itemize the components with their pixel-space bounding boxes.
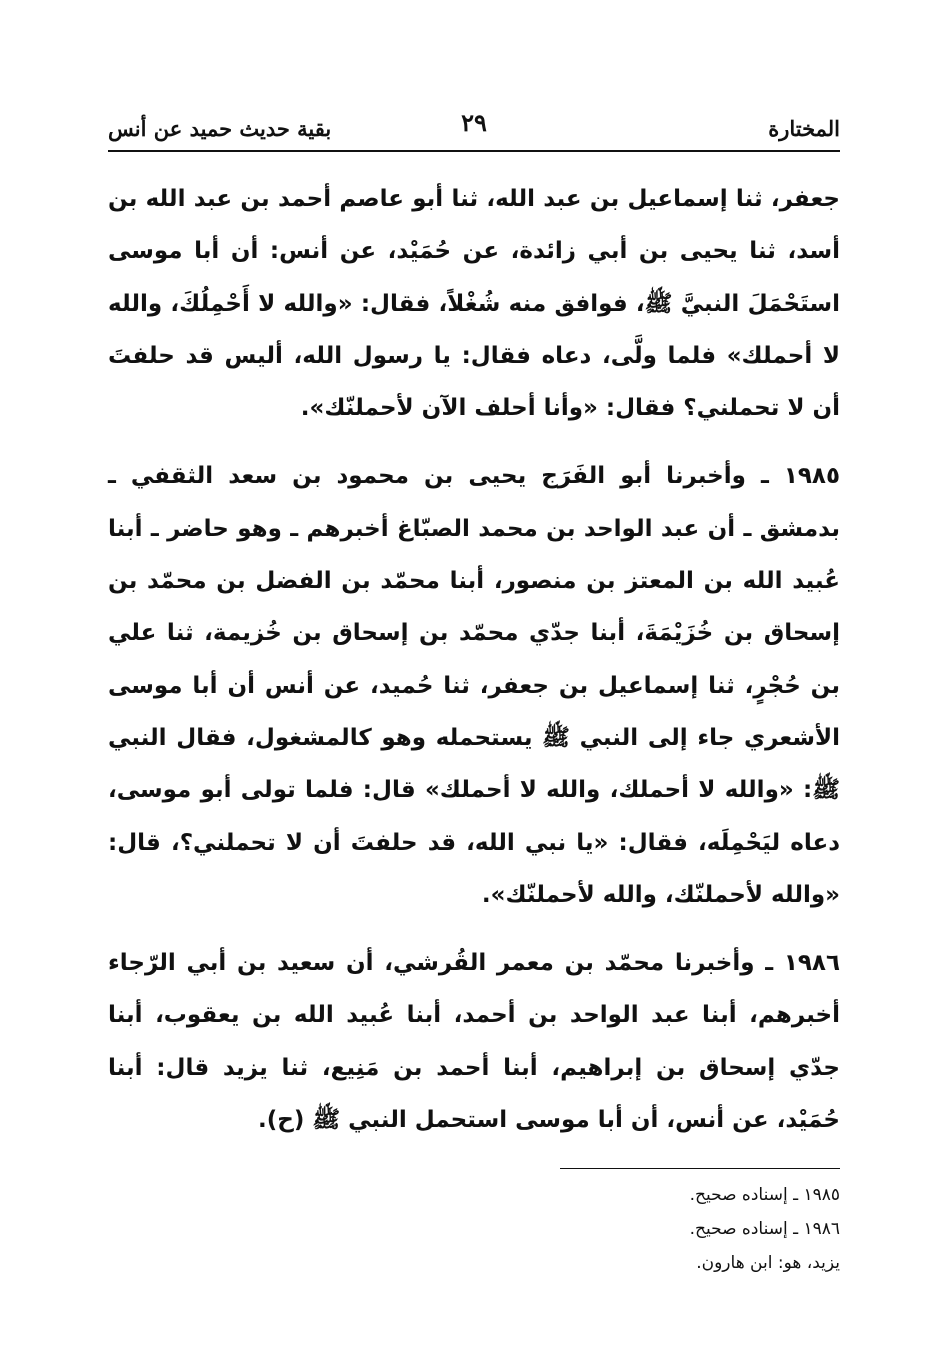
running-header	[108, 108, 840, 148]
page-number: ٢٩	[461, 108, 487, 137]
footnote-rule	[560, 1168, 840, 1169]
header-rule	[108, 150, 840, 152]
section-title: بقية حديث حميد عن أنس	[108, 116, 332, 141]
book-title: المختارة	[768, 116, 840, 141]
paragraph-hadith-continuation: جعفر، ثنا إسماعيل بن عبد الله، ثنا أبو عاصم أحمد بن عبد الله بن أسد، ثنا يحيى بن أبي زائدة، عن حُمَيْد، عن أنس: أن أبا موسى استَحْمَلَ النبيَّ ﷺ، فوافق منه شُغْلاً، فقال: «والله لا أَحْمِلُكَ، والله لا أحملك» فلما ولَّى، دعاه فقال: يا رسول الله، أليس قد حلفتَ أن لا تحملني؟ فقال: «وأنا أحلف الآن لأحملنّك».	[108, 186, 840, 422]
footnotes	[380, 1178, 840, 1280]
footnote-yazid: يزيد، هو: ابن هارون.	[696, 1253, 840, 1273]
main-text	[108, 173, 840, 1146]
footnote-1986: ١٩٨٦ ـ إسناده صحيح.	[689, 1219, 840, 1239]
paragraph-hadith-1985: ١٩٨٥ ـ وأخبرنا أبو الفَرَج يحيى بن محمود بن سعد الثقفي ـ بدمشق ـ أن عبد الواحد بن محمد الصبّاغ أخبرهم ـ وهو حاضر ـ أبنا عُبيد الله بن المعتز بن منصور، أبنا محمّد بن الفضل بن محمّد بن إسحاق بن خُزَيْمَةَ، أبنا جدّي محمّد بن إسحاق بن خُزيمة، ثنا علي بن حُجْرٍ، ثنا إسماعيل بن جعفر، ثنا حُميد، عن أنس أن أبا موسى الأشعري جاء إلى النبي ﷺ يستحمله وهو كالمشغول، فقال النبي ﷺ: «والله لا أحملك، والله لا أحملك» قال: فلما تولى أبو موسى، دعاه ليَحْمِلَه، فقال: «يا نبي الله، قد حلفتَ أن لا تحملني؟، قال: «والله لأحملنّك، والله لأحملنّك».	[108, 463, 840, 908]
paragraph-hadith-1986: ١٩٨٦ ـ وأخبرنا محمّد بن معمر القُرشي، أن سعيد بن أبي الرّجاء أخبرهم، أبنا عبد الواحد بن أحمد، أبنا عُبيد الله بن يعقوب، أبنا جدّي إسحاق بن إبراهيم، أبنا أحمد بن مَنِيع، ثنا يزيد قال: أبنا حُمَيْد، عن أنس، أن أبا موسى استحمل النبي ﷺ (ح).	[108, 950, 840, 1134]
footnote-1985: ١٩٨٥ ـ إسناده صحيح.	[689, 1185, 840, 1205]
